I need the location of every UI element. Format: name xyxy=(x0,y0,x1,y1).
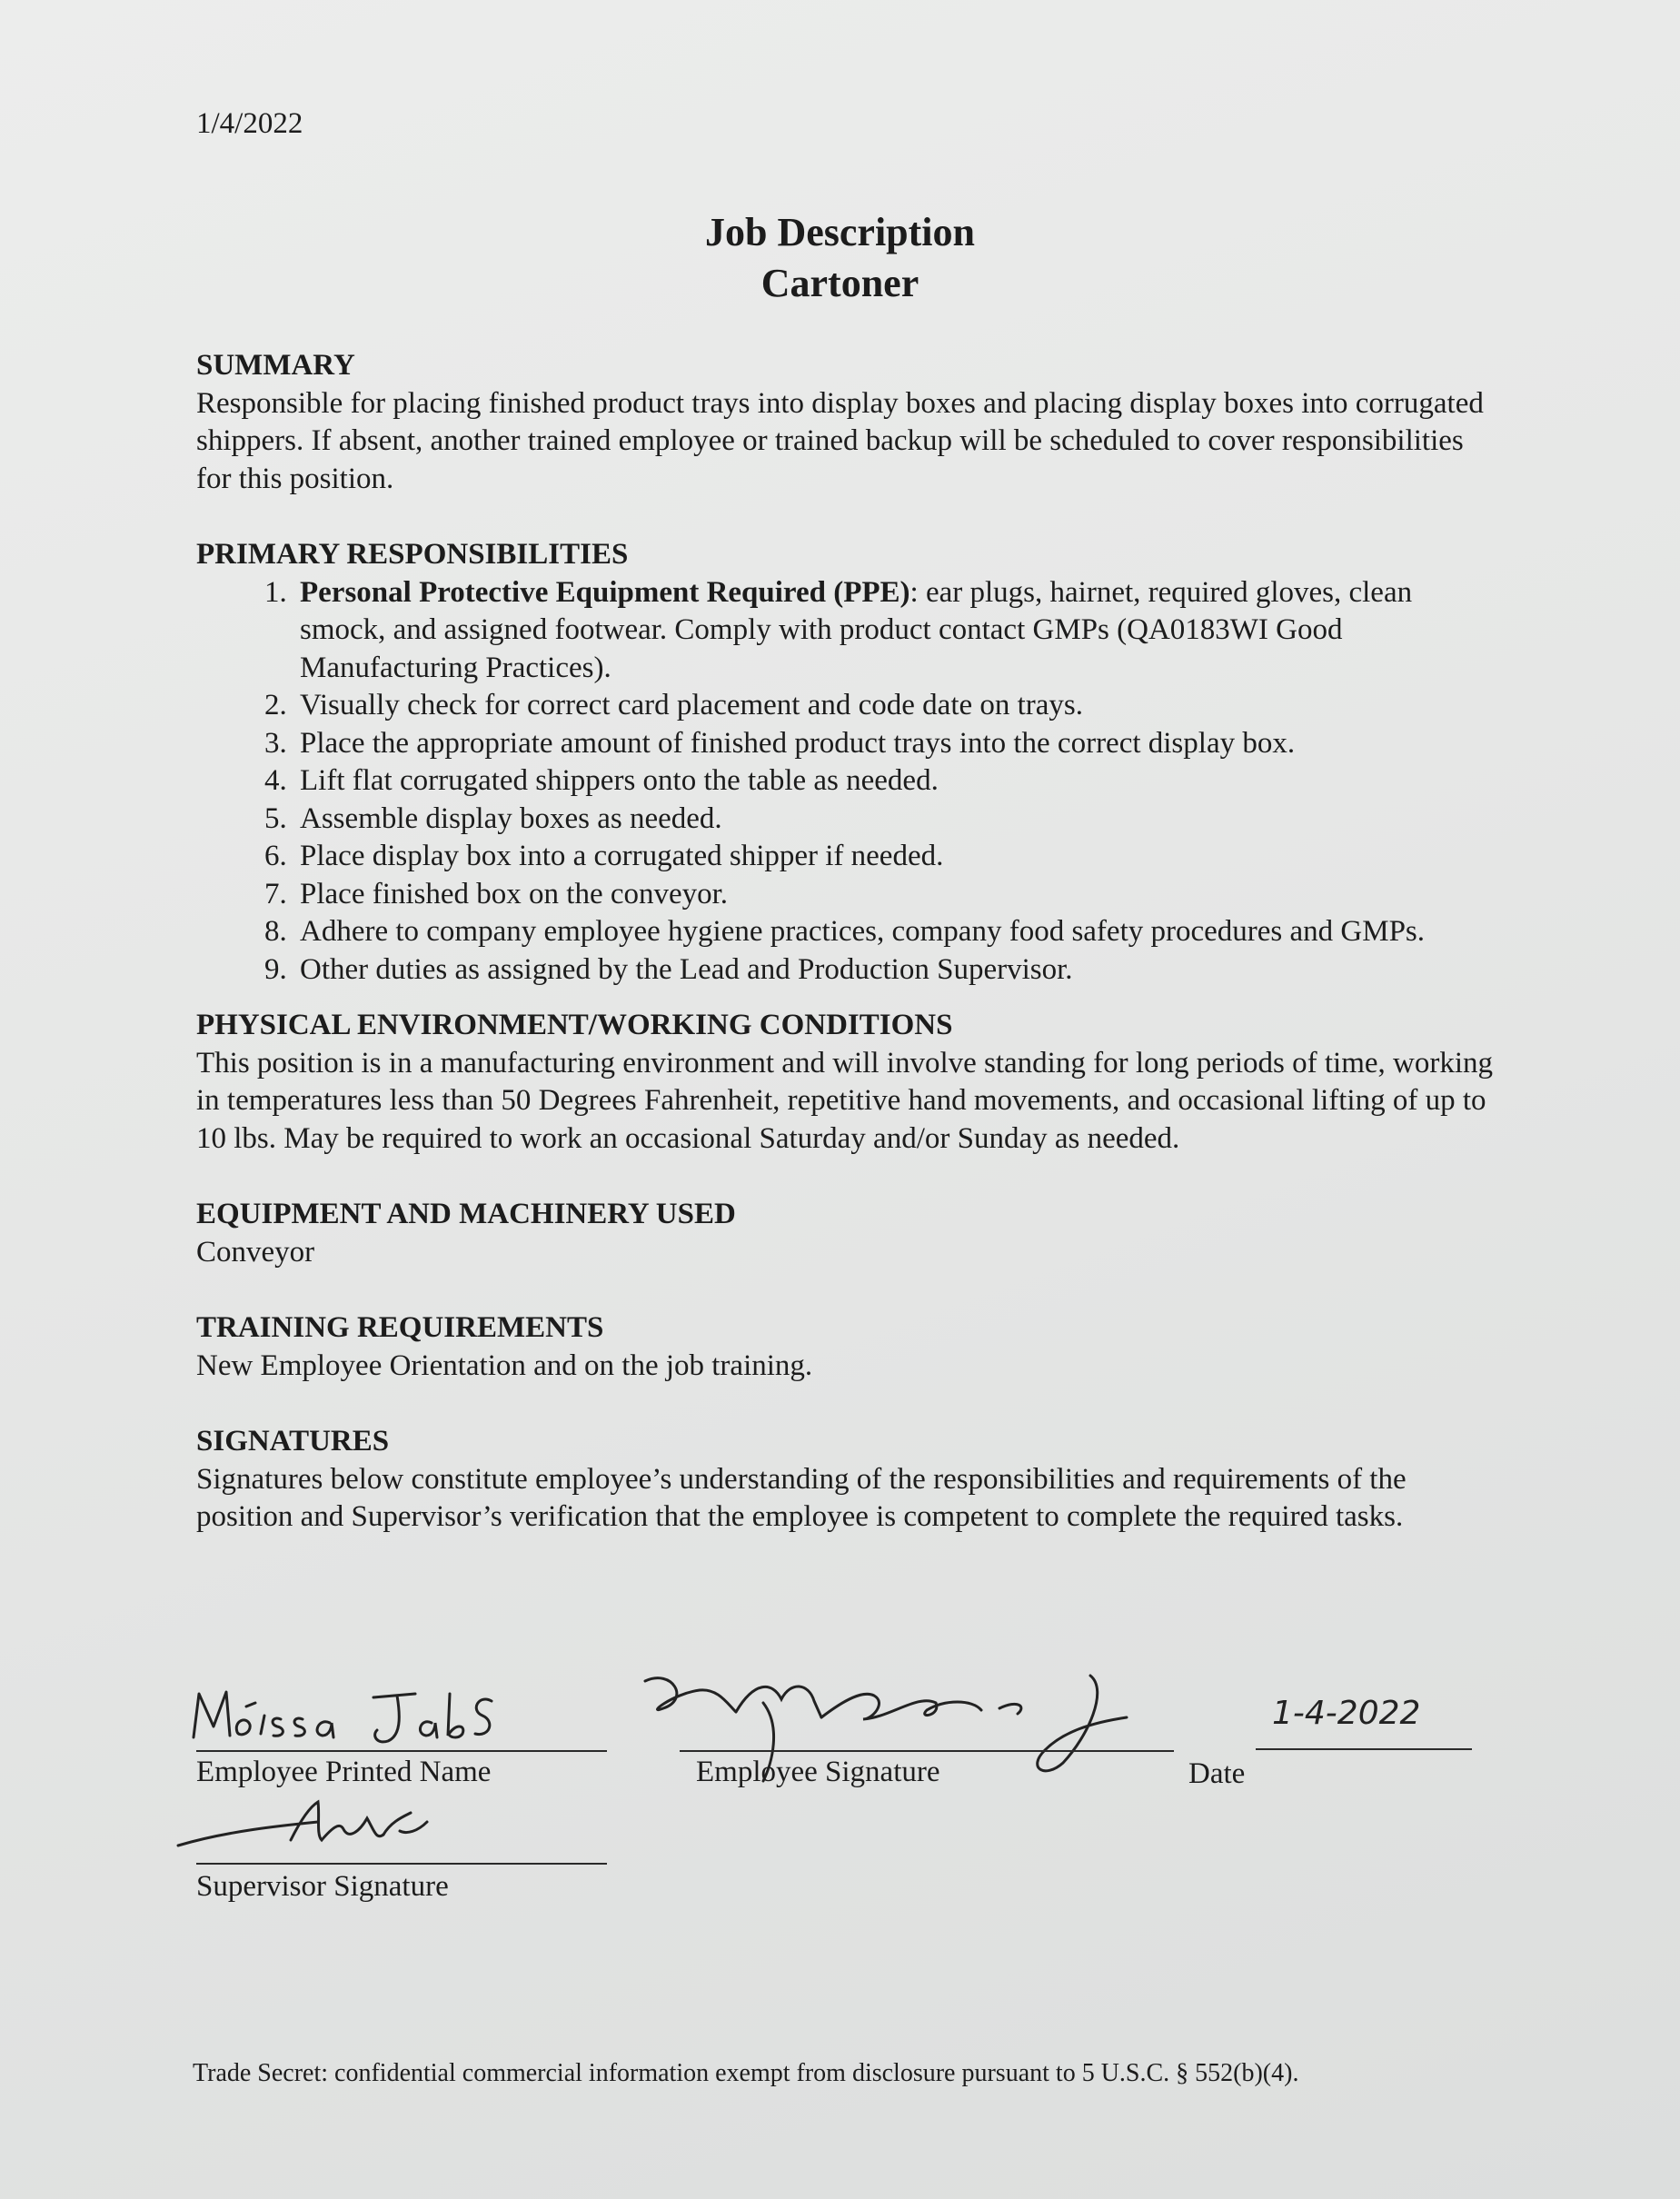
physical-environment-text: This position is in a manufacturing environment and will involve standing for long periods of time, working in temperatures less than 50 Degrees Fahrenheit, repetitive hand movements, and occasional lifting of up to 10 lbs. May be required to work an occasional Saturday and/or Sunday as needed. xyxy=(196,1046,1494,1155)
list-item: 4. Lift flat corrugated shippers onto the table as needed. xyxy=(294,762,1496,801)
trade-secret-footer: Trade Secret: confidential commercial information exempt from disclosure pursuant to 5 U.S.C. § 552(b)(4). xyxy=(193,2059,1299,2087)
list-item: 5. Assemble display boxes as needed. xyxy=(294,801,1496,839)
handwritten-employee-signature xyxy=(636,1663,1145,1790)
supervisor-signature-line xyxy=(196,1863,607,1865)
equipment-heading: EQUIPMENT AND MACHINERY USED xyxy=(196,1198,736,1230)
list-item xyxy=(294,574,1496,688)
title-line-1: Job Description xyxy=(705,210,975,254)
training-text: New Employee Orientation and on the job training. xyxy=(196,1348,813,1382)
employee-signature-line xyxy=(680,1750,1174,1752)
supervisor-signature-label: Supervisor Signature xyxy=(196,1870,449,1903)
list-item: 3. Place the appropriate amount of finished product trays into the correct display box. xyxy=(294,725,1496,763)
training-heading: TRAINING REQUIREMENTS xyxy=(196,1311,604,1344)
document-title xyxy=(0,207,1680,309)
signatures-heading: SIGNATURES xyxy=(196,1425,390,1458)
document-date: 1/4/2022 xyxy=(196,107,303,140)
handwritten-employee-name xyxy=(186,1681,550,1754)
document-body xyxy=(196,347,1496,1537)
list-item: 9. Other duties as assigned by the Lead and Production Supervisor. xyxy=(294,951,1496,990)
responsibilities-list xyxy=(196,574,1496,990)
handwritten-date xyxy=(1272,1686,1508,1740)
date-label: Date xyxy=(1188,1757,1246,1790)
ppe-text: : ear plugs, hairnet, required gloves, clean smock, and assigned footwear. Comply with product contact GMPs (QA0183WI Good Manufacturing Practices). xyxy=(300,575,1413,684)
date-line xyxy=(1256,1748,1472,1750)
physical-environment-heading: PHYSICAL ENVIRONMENT/WORKING CONDITIONS xyxy=(196,1009,953,1041)
signatures-text: Signatures below constitute employee’s understanding of the responsibilities and requirements of the position and Supervisor’s verification that the employee is competent to complete the required tasks. xyxy=(196,1462,1407,1533)
employee-printed-name-label: Employee Printed Name xyxy=(196,1756,492,1788)
equipment-text: Conveyor xyxy=(196,1235,315,1269)
handwritten-date-text: 1-4-2022 xyxy=(1272,1695,1421,1732)
list-item: 7. Place finished box on the conveyor. xyxy=(294,876,1496,914)
list-item: 2. Visually check for correct card placement and code date on trays. xyxy=(294,687,1496,725)
handwritten-supervisor-signature xyxy=(173,1795,445,1858)
list-item: 8. Adhere to company employee hygiene practices, company food safety procedures and GMPs. xyxy=(294,913,1496,951)
list-item: 6. Place display box into a corrugated shipper if needed. xyxy=(294,838,1496,876)
primary-responsibilities-heading: PRIMARY RESPONSIBILITIES xyxy=(196,538,629,571)
summary-heading: SUMMARY xyxy=(196,349,355,382)
employee-printed-name-line xyxy=(196,1750,607,1752)
summary-text: Responsible for placing finished product trays into display boxes and placing display boxes into corrugated shippers. If absent, another trained employee or trained backup will be scheduled to cover responsibilities for this position. xyxy=(196,386,1484,495)
title-line-2: Cartoner xyxy=(760,261,920,305)
employee-signature-label: Employee Signature xyxy=(696,1756,940,1788)
ppe-label: Personal Protective Equipment Required (PPE) xyxy=(300,575,910,609)
